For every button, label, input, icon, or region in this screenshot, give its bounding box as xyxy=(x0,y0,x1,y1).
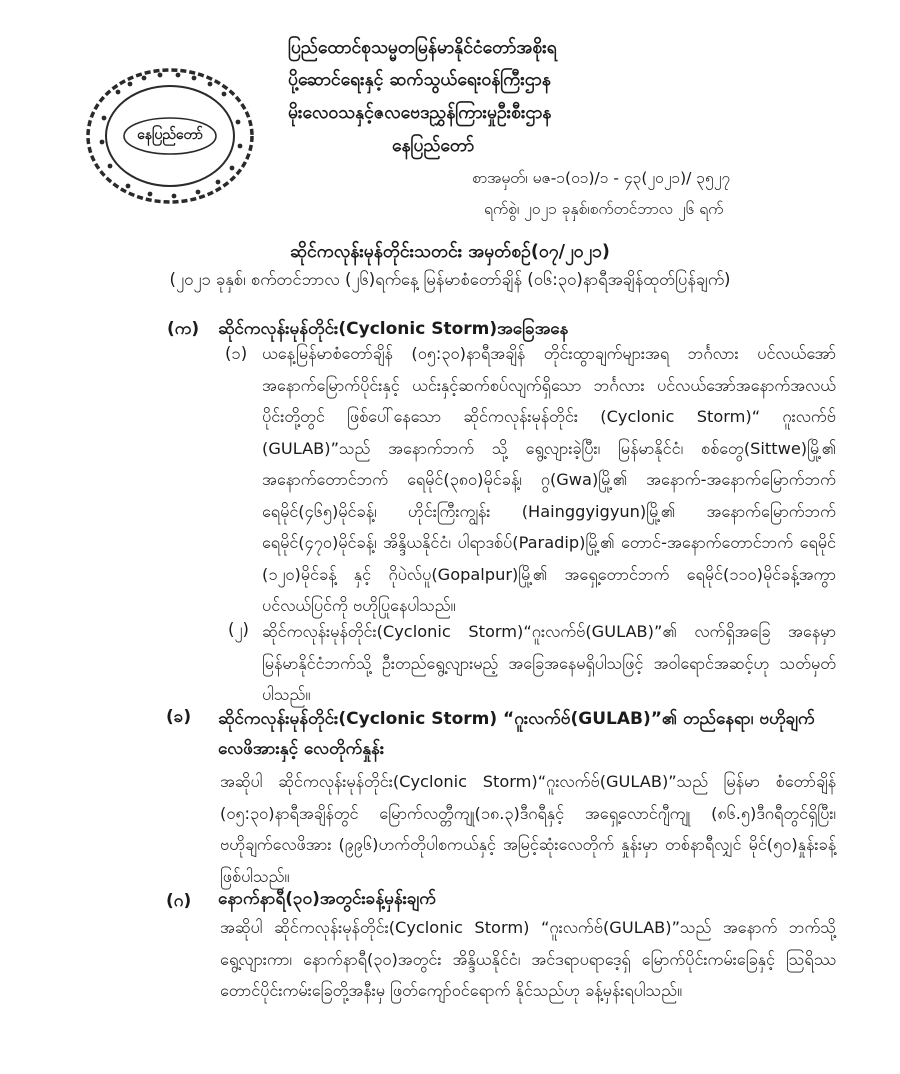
section-b-mark: (ခ) xyxy=(166,707,192,727)
item-1-text: ယနေ့မြန်မာစံတော်ချိန် (၀၅:၃၀)နာရီအချိန် တိုင်းထွာချက်များအရ ဘင်္ဂလား ပင်လယ်အော်အနောက်မြောက်ပိုင်းနှင့် ယင်းနှင့်ဆက်စပ်လျက်ရှိသော ဘင်္ဂလား ပင်လယ်အော်အနောက်အလယ်ပိုင်းတို့တွင် ဖြစ်ပေါ်နေသော ဆိုင်ကလုန်းမုန်တိုင်း (Cyclonic Storm)“ ဂူးလက်ဗ် (GULAB)”သည် အနောက်ဘက် သို့ ရွေ့လျားခဲ့ပြီး၊ မြန်မာနိုင်ငံ၊ စစ်တွေ(Sittwe)မြို့၏ အနောက်တောင်ဘက် ရေမိုင်(၃၈၀)မိုင်ခန့်၊ ဂွ(Gwa)မြို့၏ အနောက်-အနောက်မြောက်ဘက် ရေမိုင်(၄၆၅)မိုင်ခန့်၊ ဟိုင်းကြီးကျွန်း (Hainggyigyun)မြို့၏ အနောက်မြောက်ဘက် ရေမိုင်(၄၇၀)မိုင်ခန့်၊ အိန္ဒိယနိုင်ငံ၊ ပါရာဒစ်ပ်(Paradip)မြို့၏ တောင်-အနောက်တောင်ဘက် ရေမိုင် (၁၂၀)မိုင်ခန့် နှင့် ဂိုပဲလ်ပူ(Gopalpur)မြို့၏ အရှေ့တောင်ဘက် ရေမိုင်(၁၁၀)မိုင်ခန့်အကွာ ပင်လယ်ပြင်ကို ဗဟိုပြုနေပါသည်။ xyxy=(262,344,836,615)
header-ministry-line: ပို့ဆောင်ရေးနှင့် ဆက်သွယ်ရေးဝန်ကြီးဌာန xyxy=(288,70,551,90)
section-c-heading: နောက်နာရီ(၃၀)အတွင်းခန့်မှန်းချက် xyxy=(218,889,436,909)
seal-center-text: နေပြည်တော် xyxy=(137,127,203,143)
item-2-text: ဆိုင်ကလုန်းမုန်တိုင်း(Cyclonic Storm)“ဂူးလက်ဗ်(GULAB)”၏ လက်ရှိအခြေ အနေမှာ မြန်မာနိုင်ငံဘက်သို့ ဦးတည်ရွေ့လျားမည့် အခြေအနေမရှိပါသဖြင့် အဝါရောင်အဆင့်ဟု သတ်မှတ်ပါသည်။ xyxy=(262,622,836,704)
official-seal xyxy=(78,62,262,210)
section-b-heading: ဆိုင်ကလုန်းမုန်တိုင်း(Cyclonic Storm) “ဂူးလက်ဗ်(GULAB)”၏ တည်နေရာ၊ ဗဟိုချက် လေဖိအားနှင့် လေတိုက်နှုန်း xyxy=(218,709,815,759)
header-city: နေပြည်တော် xyxy=(392,136,475,156)
item-2-mark: (၂) xyxy=(228,620,249,639)
item-1-mark: (၁) xyxy=(225,344,248,363)
header-government-line: ပြည်ထောင်စုသမ္မတမြန်မာနိုင်ငံတော်အစိုးရ xyxy=(288,38,557,58)
section-c-mark: (ဂ) xyxy=(166,891,192,911)
header-department-line: မိုးလေဝသနှင့်ဇလဗေဒညွှန်ကြားမှုဦးစီးဌာန xyxy=(288,103,552,123)
bulletin-subtitle: (၂၀၂၁ ခုနှစ်၊ စက်တင်ဘာလ (၂၆)ရက်နေ့ မြန်မာစံတော်ချိန် (၀၆:၃၀)နာရီအချိန်ထုတ်ပြန်ချက်) xyxy=(169,270,731,289)
reference-date: ရက်စွဲ၊ ၂၀၂၁ ခုနှစ်၊စက်တင်ဘာလ ၂၆ ရက် xyxy=(484,200,724,218)
reference-number: စာအမှတ်၊ မဇ-၁(၀၁)/၁ - ၄၃(၂၀၂၁)/ ၃၅၂၇ xyxy=(472,169,731,187)
section-a-heading: ဆိုင်ကလုန်းမုန်တိုင်း(Cyclonic Storm)အခြေအနေ xyxy=(218,319,569,339)
section-c-text: အဆိုပါ ဆိုင်ကလုန်းမုန်တိုင်း(Cyclonic Storm) “ဂူးလက်ဗ်(GULAB)”သည် အနောက် ဘက်သို့ ရွေ့လျားကာ၊ နောက်နာရီ(၃၀)အတွင်း အိန္ဒိယနိုင်ငံ၊ အင်ဒရာပရာဒေ့ရှ် မြောက်ပိုင်းကမ်းခြေနှင့် ဩရိဿတောင်ပိုင်းကမ်းခြေတို့အနီးမှ ဖြတ်ကျော်ဝင်ရောက် နိုင်သည်ဟု ခန့်မှန်းရပါသည်။ xyxy=(220,918,836,1000)
bulletin-title: ဆိုင်ကလုန်းမုန်တိုင်းသတင်း အမှတ်စဉ်(၀၇/၂၀၂၁) xyxy=(290,242,610,262)
section-a-mark: (က) xyxy=(167,319,200,339)
section-b-text: အဆိုပါ ဆိုင်ကလုန်းမုန်တိုင်း(Cyclonic Storm)“ဂူးလက်ဗ်(GULAB)”သည် မြန်မာ စံတော်ချိန် (၀၅:၃၀)နာရီအချိန်တွင် မြောက်လတ္တီကျု(၁၈.၃)ဒီဂရီနှင့် အရှေ့လောင်ဂျီကျု (၈၆.၅)ဒီဂရီတွင်ရှိပြီး၊ ဗဟိုချက်လေဖိအား (၉၉၆)ဟက်တိုပါစကယ်နှင့် အမြင့်ဆုံးလေတိုက် နှုန်းမှာ တစ်နာရီလျှင် မိုင်(၅၀)နှုန်းခန့် ဖြစ်ပါသည်။ xyxy=(220,772,836,886)
